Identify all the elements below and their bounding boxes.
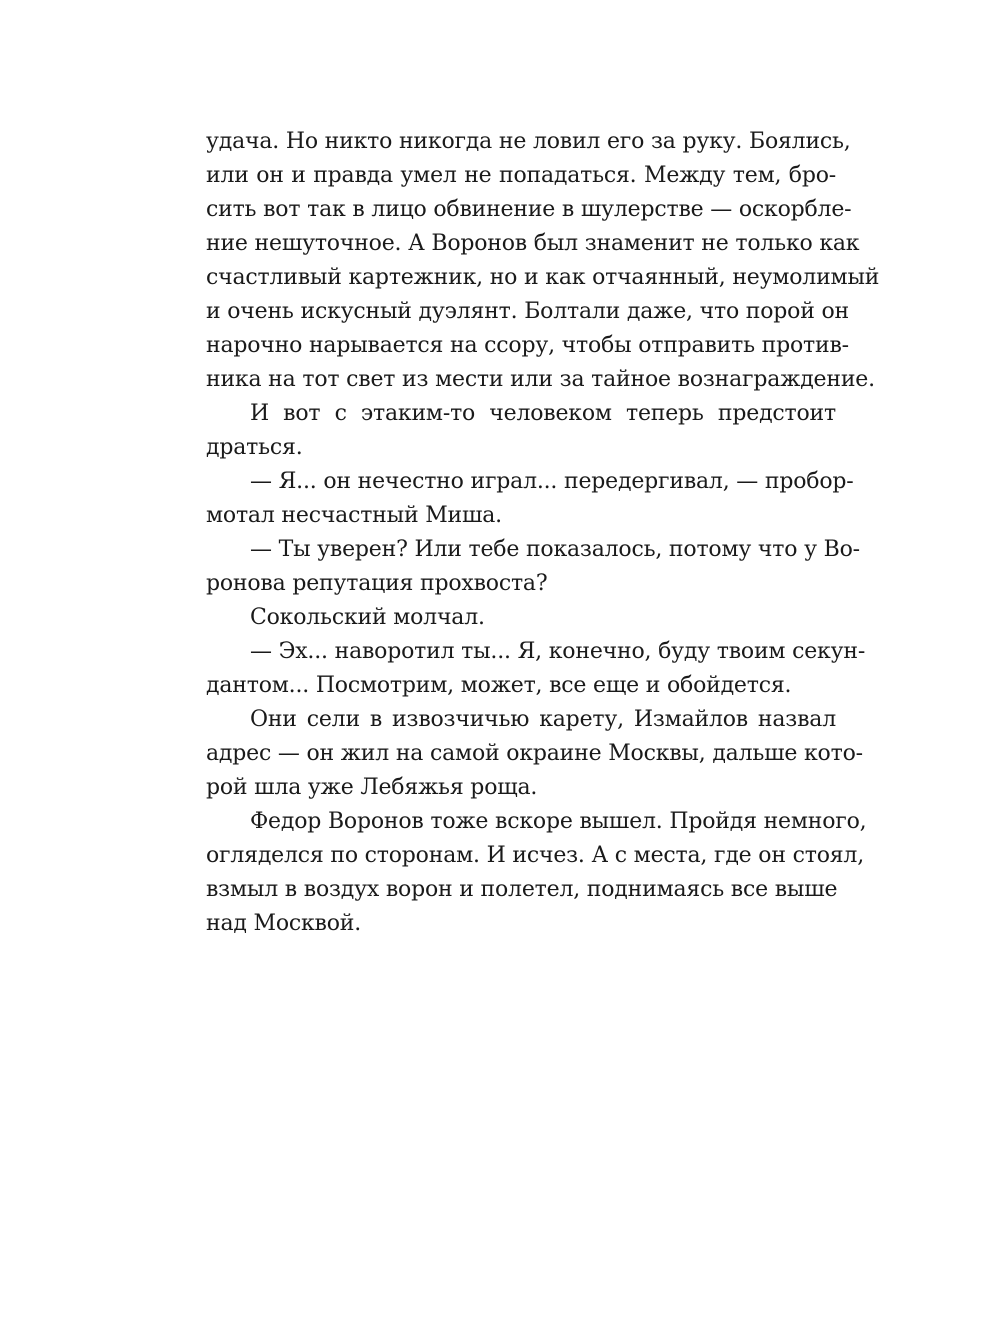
text-line: нарочно нарывается на ссору, чтобы отправить против- (206, 333, 849, 358)
text-line: над Москвой. (206, 911, 362, 936)
text-line: ронова репутация прохвоста? (206, 571, 548, 596)
text-line: взмыл в воздух ворон и полетел, поднимаясь все выше (206, 877, 838, 902)
text-line: — Ты уверен? Или тебе показалось, потому что у Во- (250, 537, 860, 562)
text-line: сить вот так в лицо обвинение в шулерстве — оскорбле- (206, 197, 852, 222)
page-text (206, 125, 880, 941)
text-line: Они сели в извозчичью карету, Измайлов назвал (250, 707, 836, 732)
text-line: и очень искусный дуэлянт. Болтали даже, что порой он (206, 299, 849, 324)
text-line: удача. Но никто никогда не ловил его за руку. Боялись, (206, 129, 851, 154)
text-line: счастливый картежник, но и как отчаянный, неумолимый (206, 265, 880, 290)
text-line: адрес — он жил на самой окраине Москвы, дальше кото- (206, 741, 863, 766)
text-line: Сокольский молчал. (250, 605, 485, 630)
text-line: драться. (206, 435, 303, 460)
text-line: — Эх... наворотил ты... Я, конечно, буду твоим секун- (250, 639, 866, 664)
text-line: — Я... он нечестно играл... передергивал, — пробор- (250, 469, 854, 494)
text-line: дантом... Посмотрим, может, все еще и обойдется. (206, 673, 792, 698)
text-line: или он и правда умел не попадаться. Между тем, бро- (206, 163, 836, 188)
text-line: мотал несчастный Миша. (206, 503, 502, 528)
text-line: ника на тот свет из мести или за тайное вознаграждение. (206, 367, 875, 392)
text-line: рой шла уже Лебяжья роща. (206, 775, 538, 800)
text-line: Федор Воронов тоже вскоре вышел. Пройдя немного, (250, 809, 867, 834)
text-line: ние нешуточное. А Воронов был знаменит не только как (206, 231, 860, 256)
text-line: И вот с этаким-то человеком теперь предстоит (250, 401, 836, 426)
text-line: огляделся по сторонам. И исчез. А с места, где он стоял, (206, 843, 864, 868)
